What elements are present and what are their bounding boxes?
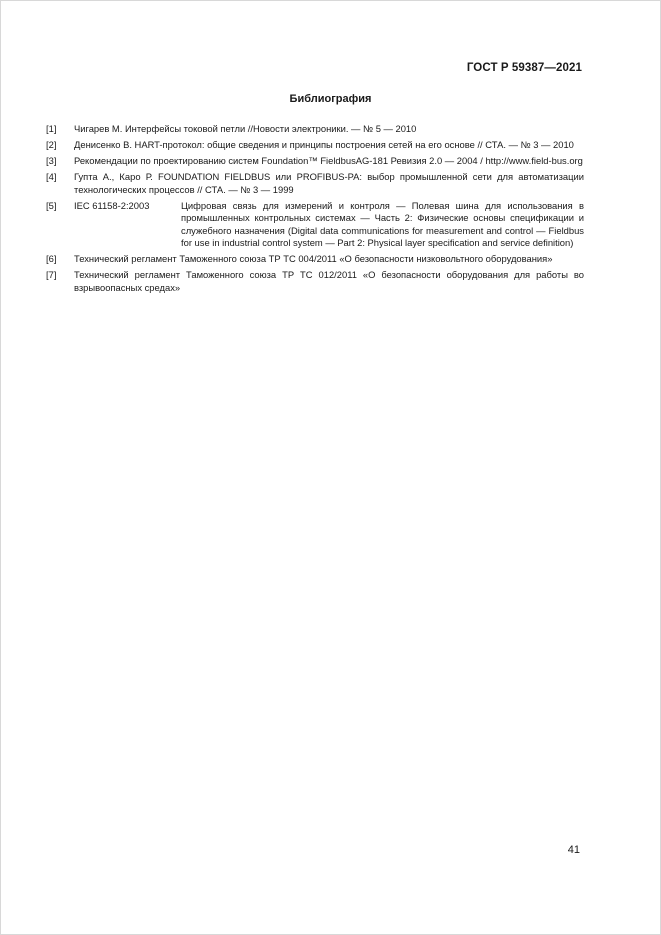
entry-number: [5]	[46, 199, 57, 211]
entry-number: [2]	[46, 139, 57, 150]
bibliography-entry-3	[46, 155, 584, 168]
entry-standard-designation: IEC 61158-2:2003	[74, 199, 150, 211]
entry-text: Рекомендации по проектированию систем Foundation™ FieldbusAG-181 Ревизия 2.0 — 2004 / http://www.field-bus.org	[74, 155, 583, 166]
entry-text: Технический регламент Таможенного союза ТР ТС 012/2011 «О безопасности оборудования для работы во взрывоопасных средах»	[74, 269, 584, 293]
bibliography-entry-6	[46, 253, 584, 266]
entry-text: Технический регламент Таможенного союза ТР ТС 004/2011 «О безопасности низковольтного оборудования»	[74, 253, 553, 264]
entry-text: Цифровая связь для измерений и контроля — Полевая шина для использования в промышленных контрольных системах — Часть 2: Физические основы спецификации и служебного назначения (Digital data communications for measurement and control — Fieldbus for use in industrial control system — Part 2: Physical layer specification and service definition)	[181, 199, 584, 248]
bibliography-entry-1	[46, 123, 584, 136]
entry-text: Денисенко В. HART-протокол: общие сведения и принципы построения сетей на его основе // СТА. — № 3 — 2010	[74, 139, 574, 150]
entry-text: Гупта А., Каро Р. FOUNDATION FIELDBUS или PROFIBUS-PA: выбор промышленной сети для автоматизации технологических процессов // СТА. — № 3 — 1999	[74, 171, 584, 195]
bibliography-entry-2	[46, 139, 584, 152]
bibliography-entry-7	[46, 269, 584, 294]
bibliography-list	[46, 123, 584, 298]
page-number: 41	[567, 844, 580, 856]
standard-code-header: ГОСТ Р 59387—2021	[466, 62, 582, 74]
entry-number: [4]	[46, 171, 57, 182]
entry-number: [7]	[46, 269, 57, 280]
entry-number: [3]	[46, 155, 57, 166]
entry-text: Чигарев М. Интерфейсы токовой петли //Новости электроники. — № 5 — 2010	[74, 123, 417, 134]
entry-number: [6]	[46, 253, 57, 264]
bibliography-entry-4	[46, 171, 584, 196]
bibliography-title: Библиография	[289, 93, 372, 105]
entry-number: [1]	[46, 123, 57, 134]
bibliography-entry-5	[46, 200, 584, 250]
